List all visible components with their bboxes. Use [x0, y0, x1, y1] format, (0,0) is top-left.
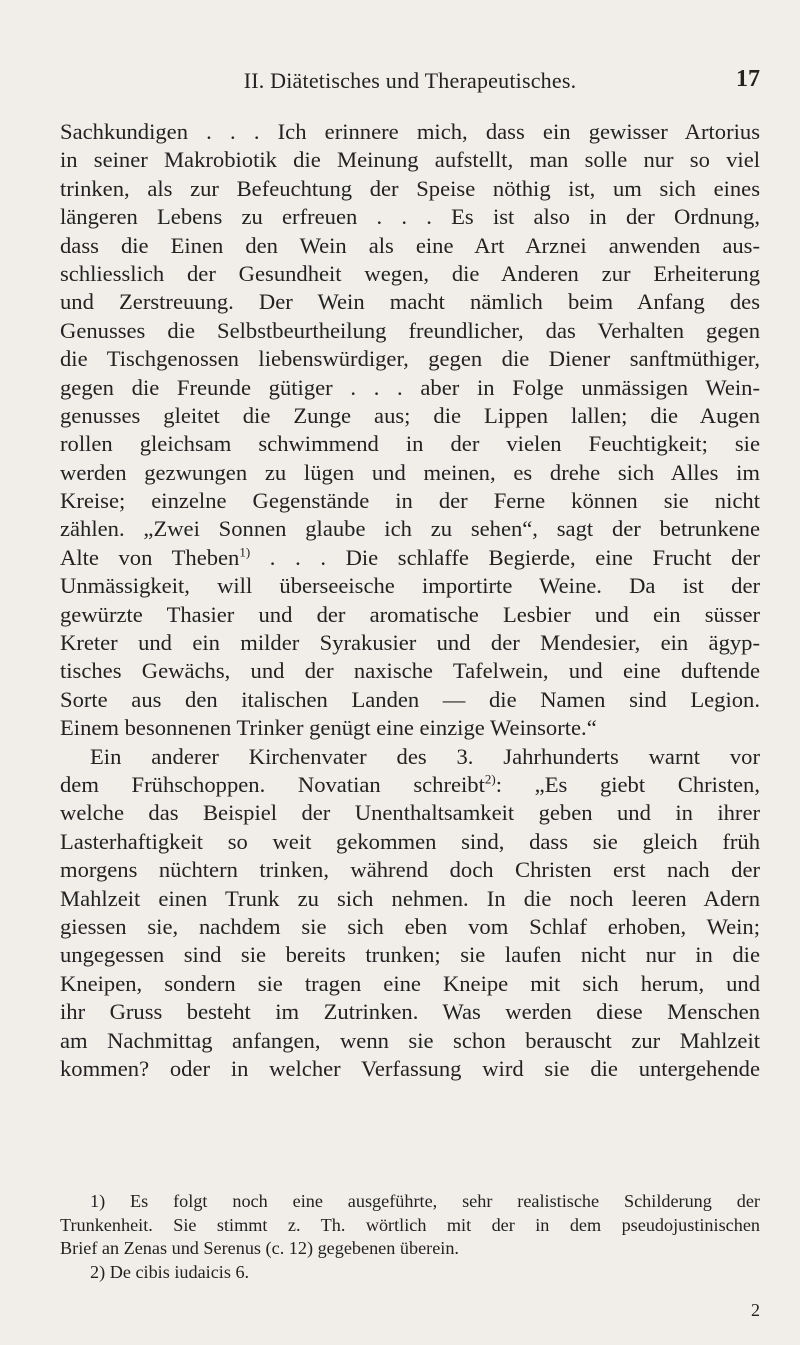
footnote-ref-1: 1): [239, 544, 251, 560]
signature-mark: 2: [751, 1300, 760, 1320]
text-line: Kreise; einzelne Gegenstände in der Ferne können sie nicht: [60, 488, 760, 514]
text-segment: Alte von Theben: [60, 544, 240, 570]
text-line: Mahlzeit einen Trunk zu sich nehmen. In die noch leeren Adern: [60, 885, 760, 911]
text-line: Kneipen, sondern sie tragen eine Kneipe mit sich herum, und: [60, 970, 760, 996]
text-line: Sachkundigen . . . Ich erinnere mich, dass ein gewisser Artorius: [60, 119, 760, 144]
text-segment: . . . Die schlaffe Begierde, eine Frucht der: [250, 544, 760, 570]
text-line: Unmässigkeit, will überseeische importirte Weine. Da ist der: [60, 573, 760, 599]
text-line: ihr Gruss besteht im Zutrinken. Was werden diese Menschen: [60, 999, 760, 1025]
text-line: Genusses die Selbstbeurtheilung freundlicher, das Verhalten gegen: [60, 317, 760, 343]
text-line: rollen gleichsam schwimmend in der vielen Feuchtigkeit; sie: [60, 431, 760, 457]
text-line: giessen sie, nachdem sie sich eben vom Schlaf erhoben, Wein;: [60, 913, 760, 939]
text-line: ungegessen sind sie bereits trunken; sie laufen nicht nur in die: [60, 942, 760, 968]
text-line: welche das Beispiel der Unenthaltsamkeit geben und in ihrer: [60, 800, 760, 826]
text-line: und Zerstreuung. Der Wein macht nämlich beim Anfang des: [60, 289, 760, 315]
text-line-with-footnote-ref: [60, 544, 760, 572]
text-line-with-footnote-ref: [60, 771, 760, 799]
text-line: die Tischgenossen liebenswürdiger, gegen die Diener sanftmüthiger,: [60, 346, 760, 372]
running-head: [60, 68, 760, 108]
page-number: 17: [736, 66, 760, 92]
footnote-ref-2: 2): [484, 771, 496, 787]
text-line: zählen. „Zwei Sonnen glaube ich zu sehen“, sagt der betrunkene: [60, 516, 760, 542]
text-line: Lasterhaftigkeit so weit gekommen sind, dass sie gleich früh: [60, 828, 760, 854]
text-segment: : „Es giebt Christen,: [495, 771, 760, 797]
footnotes: [60, 1190, 760, 1284]
footnote-2-line: 2) De cibis iudaicis 6.: [90, 1261, 250, 1282]
text-line: morgens nüchtern trinken, während doch Christen erst nach der: [60, 857, 760, 883]
running-title: II. Diätetisches und Therapeutisches.: [243, 68, 577, 93]
text-line: trinken, als zur Befeuchtung der Speise nöthig ist, um sich eines: [60, 175, 760, 201]
footnote-1-line: 1) Es folgt noch eine ausgeführte, sehr realistische Schilderung der: [90, 1191, 760, 1211]
text-line: Ein anderer Kirchenvater des 3. Jahrhunderts warnt vor: [90, 743, 760, 769]
text-line: gewürzte Thasier und der aromatische Lesbier und ein süsser: [60, 601, 760, 627]
text-line: kommen? oder in welcher Verfassung wird sie die untergehende: [60, 1055, 760, 1081]
text-line: Kreter und ein milder Syrakusier und der Mendesier, ein ägyp-: [60, 630, 760, 656]
text-line: in seiner Makrobiotik die Meinung aufstellt, man solle nur so viel: [60, 147, 760, 173]
text-line: genusses gleitet die Zunge aus; die Lippen lallen; die Augen: [60, 402, 760, 428]
text-line: Einem besonnenen Trinker genügt eine einzige Weinsorte.“: [60, 715, 597, 741]
text-line: werden gezwungen zu lügen und meinen, es drehe sich Alles im: [60, 459, 760, 485]
text-segment: dem Frühschoppen. Novatian schreibt: [60, 771, 485, 797]
text-line: gegen die Freunde gütiger . . . aber in Folge unmässigen Wein-: [60, 374, 760, 400]
text-line: längeren Lebens zu erfreuen . . . Es ist also in der Ordnung,: [60, 204, 760, 230]
text-line: Sorte aus den italischen Landen — die Namen sind Legion.: [60, 686, 760, 712]
text-line: tisches Gewächs, und der naxische Tafelwein, und eine duftende: [60, 658, 760, 684]
footnote-1-line: Brief an Zenas und Serenus (c. 12) gegebenen überein.: [60, 1238, 459, 1258]
text-line: dass die Einen den Wein als eine Art Arznei anwenden aus-: [60, 232, 760, 258]
body-text: [60, 118, 760, 1083]
text-line: schliesslich der Gesundheit wegen, die Anderen zur Erheiterung: [60, 260, 760, 286]
footnote-1-line: Trunkenheit. Sie stimmt z. Th. wörtlich mit der in dem pseudojustinischen: [60, 1214, 760, 1235]
text-line: am Nachmittag anfangen, wenn sie schon berauscht zur Mahlzeit: [60, 1027, 760, 1053]
